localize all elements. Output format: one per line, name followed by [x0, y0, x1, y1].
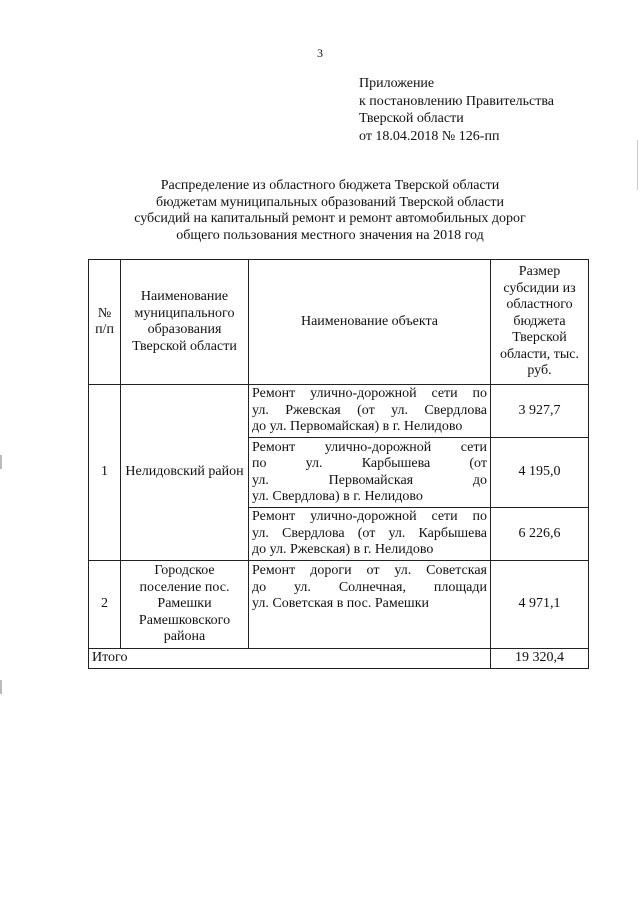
- object-line: до ул. Ржевская) в г. Нелидово: [252, 542, 434, 558]
- title-line: Распределение из областного бюджета Тверской области: [160, 178, 500, 193]
- header-num: № п/п: [89, 260, 121, 385]
- row-amount: 6 226,6: [491, 508, 589, 561]
- object-line: Ремонт улично-дорожной сети по: [252, 386, 487, 402]
- appendix-block: [359, 75, 554, 145]
- appendix-line: Тверской области: [359, 111, 464, 126]
- object-line: Ремонт улично-дорожной сети: [252, 439, 487, 455]
- total-amount: 19 320,4: [491, 649, 589, 669]
- table-header-row: [89, 260, 589, 385]
- row-object: [249, 385, 491, 438]
- object-line: ул. Ржевская (от ул. Свердлова: [252, 402, 487, 418]
- table-total-row: [89, 649, 589, 669]
- row-amount: 4 195,0: [491, 438, 589, 508]
- header-object: Наименование объекта: [249, 260, 491, 385]
- scan-margin-mark: [0, 455, 2, 469]
- object-line: ул. Первомайская до: [252, 472, 487, 488]
- table-row: [89, 561, 589, 649]
- appendix-line: к постановлению Правительства: [359, 93, 555, 109]
- object-line: до ул. Солнечная, площади: [252, 579, 487, 595]
- row-amount: 3 927,7: [491, 385, 589, 438]
- appendix-line: Приложение: [359, 76, 435, 91]
- table-row: [89, 385, 589, 438]
- object-line: ул. Советская в пос. Рамешки: [252, 596, 430, 611]
- header-municipality: Наименование муниципального образования Тверской области: [121, 260, 249, 385]
- row-municipality: Городское поселение пос. Рамешки Рамешковского района: [121, 561, 249, 649]
- object-line: ул. Свердлова (от ул. Карбышева: [252, 525, 487, 541]
- page-number: 3: [317, 46, 323, 60]
- object-line: Ремонт улично-дорожной сети по: [252, 509, 487, 525]
- scan-margin-mark: [637, 140, 638, 190]
- row-num: 1: [89, 385, 121, 561]
- row-object: [249, 561, 491, 649]
- object-line: до ул. Первомайская) в г. Нелидово: [252, 419, 463, 435]
- header-amount: Размер субсидии из областного бюджета Тверской области, тыс. руб.: [491, 260, 589, 385]
- total-label: Итого: [89, 649, 491, 669]
- document-title: [80, 178, 580, 244]
- row-num: 2: [89, 561, 121, 649]
- row-object: [249, 438, 491, 508]
- object-line: Ремонт дороги от ул. Советская: [252, 563, 487, 578]
- appendix-line: от 18.04.2018 № 126-пп: [359, 128, 500, 144]
- row-object: [249, 508, 491, 561]
- title-line: субсидий на капитальный ремонт и ремонт автомобильных дорог: [134, 211, 526, 226]
- object-line: ул. Свердлова) в г. Нелидово: [252, 489, 423, 504]
- row-municipality: Нелидовский район: [121, 385, 249, 561]
- title-line: бюджетам муниципальных образований Тверской области: [155, 194, 505, 210]
- title-line: общего пользования местного значения на 2018 год: [176, 227, 484, 243]
- scan-margin-mark: [0, 680, 2, 694]
- row-amount: 4 971,1: [491, 561, 589, 649]
- object-line: по ул. Карбышева (от: [252, 456, 487, 471]
- subsidy-table: [88, 259, 589, 669]
